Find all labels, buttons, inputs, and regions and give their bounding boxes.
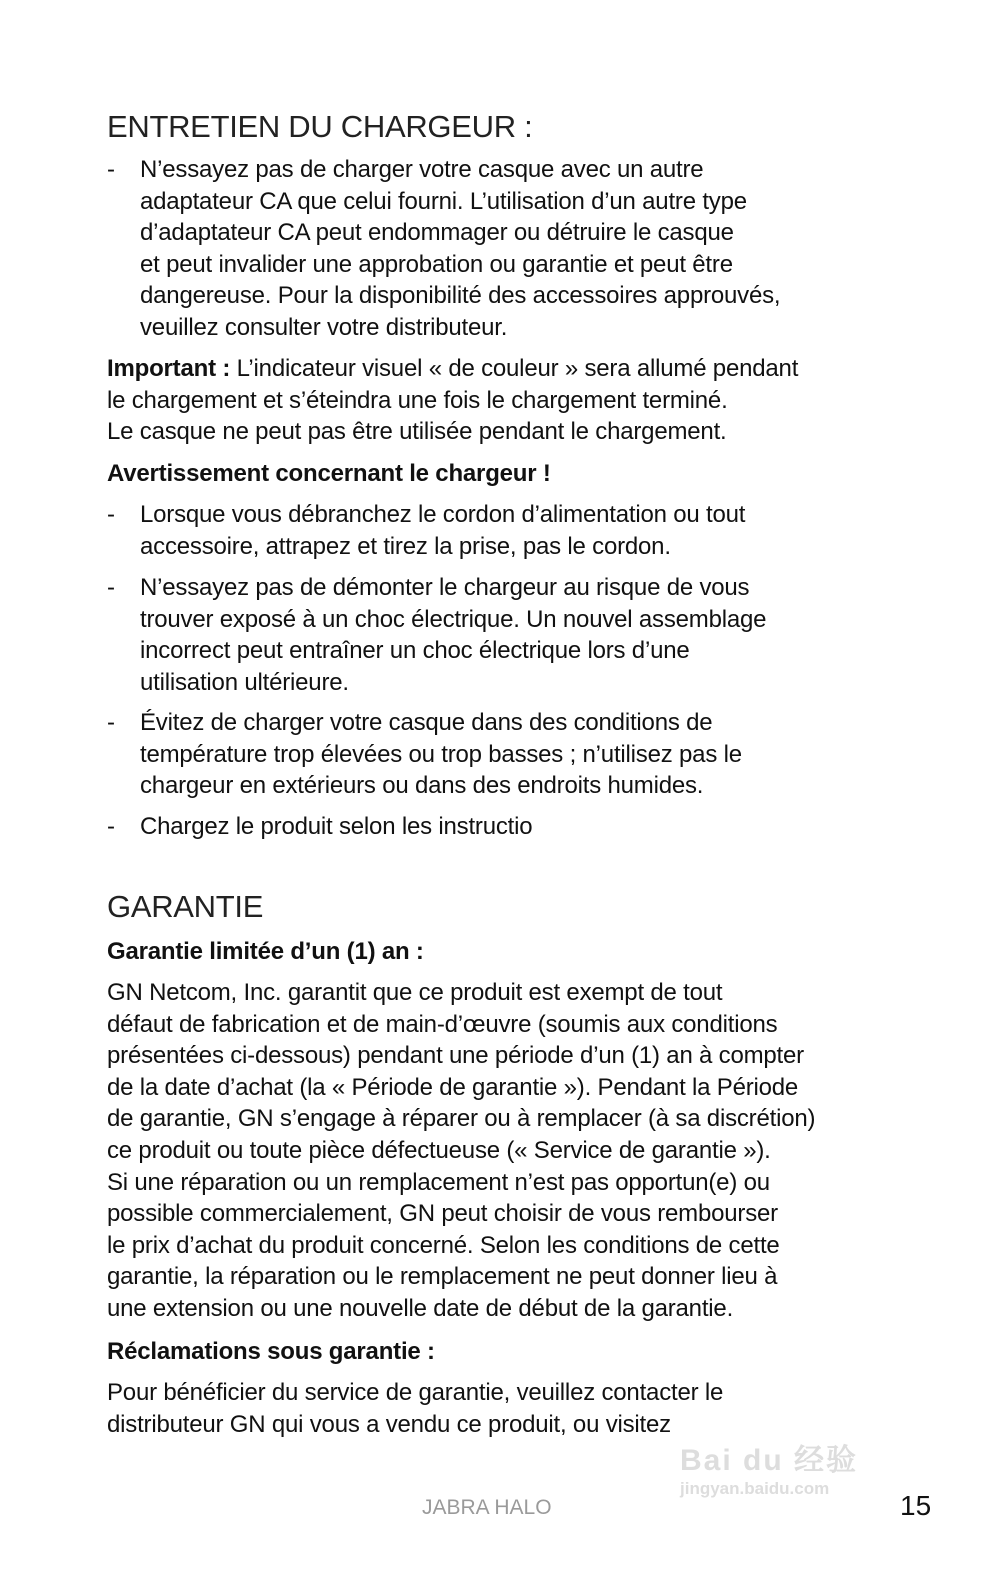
bullet-dash: - bbox=[107, 156, 115, 183]
text-line: Si une réparation ou un remplacement n’est pas opportun(e) ou bbox=[107, 1168, 770, 1196]
text-line bbox=[107, 353, 798, 385]
text-line: distributeur GN qui vous a vendu ce produit, ou visitez bbox=[107, 1410, 671, 1438]
text-line: température trop élevées ou trop basses ; n’utilisez pas le bbox=[140, 740, 742, 768]
text-line: Réclamations sous garantie : bbox=[107, 1338, 435, 1365]
section-heading-entretien bbox=[107, 107, 532, 147]
bullet-dash: - bbox=[107, 813, 115, 840]
heading-text: GARANTIE bbox=[107, 889, 264, 924]
bullet-text bbox=[140, 154, 780, 344]
bullet-text bbox=[140, 572, 766, 698]
text-line: une extension ou une nouvelle date de début de la garantie. bbox=[107, 1294, 734, 1322]
text-line: ce produit ou toute pièce défectueuse (« Service de garantie »). bbox=[107, 1136, 771, 1164]
bullet-adaptateur bbox=[107, 154, 780, 344]
subheading-garantie-limitee bbox=[107, 936, 424, 968]
text-line: Le casque ne peut pas être utilisée pendant le chargement. bbox=[107, 418, 727, 446]
text-line: et peut invalider une approbation ou garantie et peut être bbox=[140, 250, 733, 278]
text-line: accessoire, attrapez et tirez la prise, pas le cordon. bbox=[140, 532, 671, 560]
bullet-cordon bbox=[107, 499, 745, 562]
text-line: Pour bénéficier du service de garantie, veuillez contacter le bbox=[107, 1379, 724, 1406]
text-line: présentées ci-dessous) pendant une période d’un (1) an à compter bbox=[107, 1042, 804, 1070]
text-line: dangereuse. Pour la disponibilité des accessoires approuvés, bbox=[140, 282, 781, 310]
text-line: utilisation ultérieure. bbox=[140, 668, 349, 696]
bullet-temperature bbox=[107, 707, 742, 802]
subheading-avertissement bbox=[107, 458, 551, 490]
text-line: garantie, la réparation ou le remplacement ne peut donner lieu à bbox=[107, 1263, 778, 1291]
text-line: d’adaptateur CA peut endommager ou détruire le casque bbox=[140, 219, 734, 247]
text-line-rest: L’indicateur visuel « de couleur » sera allumé pendant bbox=[230, 355, 799, 382]
heading-text: ENTRETIEN DU CHARGEUR : bbox=[107, 109, 533, 144]
bullet-instructions bbox=[107, 811, 532, 843]
bullet-demonter bbox=[107, 572, 766, 698]
baidu-watermark bbox=[680, 1446, 858, 1497]
bullet-dash: - bbox=[107, 709, 115, 736]
section-heading-garantie bbox=[107, 887, 263, 927]
reclamations-paragraph bbox=[107, 1377, 723, 1440]
text-line: veuillez consulter votre distributeur. bbox=[140, 313, 508, 341]
text-line: GN Netcom, Inc. garantit que ce produit est exempt de tout bbox=[107, 979, 723, 1006]
text-line: trouver exposé à un choc électrique. Un nouvel assemblage bbox=[140, 605, 767, 633]
text-line: adaptateur CA que celui fourni. L’utilisation d’un autre type bbox=[140, 187, 747, 215]
bullet-text bbox=[140, 707, 742, 802]
watermark-url: jingyan.baidu.com bbox=[680, 1479, 830, 1498]
bullet-dash: - bbox=[107, 574, 115, 601]
text-line: chargeur en extérieurs ou dans des endroits humides. bbox=[140, 772, 704, 800]
text-line: Lorsque vous débranchez le cordon d’alimentation ou tout bbox=[140, 501, 746, 528]
text-line: défaut de fabrication et de main-d’œuvre (soumis aux conditions bbox=[107, 1010, 778, 1038]
text-line: N’essayez pas de démonter le chargeur au risque de vous bbox=[140, 574, 750, 601]
important-label: Important : bbox=[107, 355, 231, 382]
text-line: N’essayez pas de charger votre casque avec un autre bbox=[140, 156, 704, 183]
important-note bbox=[107, 353, 798, 448]
bullet-text bbox=[140, 499, 745, 562]
text-line: de garantie, GN s’engage à réparer ou à remplacer (à sa discrétion) bbox=[107, 1105, 816, 1133]
text-line: incorrect peut entraîner un choc électrique lors d’une bbox=[140, 637, 690, 665]
bullet-dash: - bbox=[107, 501, 115, 528]
subheading-reclamations bbox=[107, 1336, 435, 1368]
footer-product-name: JABRA HALO bbox=[422, 1496, 552, 1519]
bullet-text bbox=[140, 811, 532, 843]
text-line: Garantie limitée d’un (1) an : bbox=[107, 938, 424, 965]
text-line: Évitez de charger votre casque dans des conditions de bbox=[140, 709, 713, 736]
garantie-paragraph bbox=[107, 977, 815, 1325]
text-line: Chargez le produit selon les instructio bbox=[140, 813, 533, 840]
text-line: le chargement et s’éteindra une fois le chargement terminé. bbox=[107, 386, 728, 414]
text-line: le prix d’achat du produit concerné. Selon les conditions de cette bbox=[107, 1231, 780, 1259]
text-line: Avertissement concernant le chargeur ! bbox=[107, 460, 551, 487]
watermark-brand: Bai du 经验 bbox=[680, 1444, 859, 1477]
page-number: 15 bbox=[900, 1490, 932, 1521]
text-line: de la date d’achat (la « Période de garantie »). Pendant la Période bbox=[107, 1073, 799, 1101]
text-line: possible commercialement, GN peut choisir de vous rembourser bbox=[107, 1200, 778, 1228]
